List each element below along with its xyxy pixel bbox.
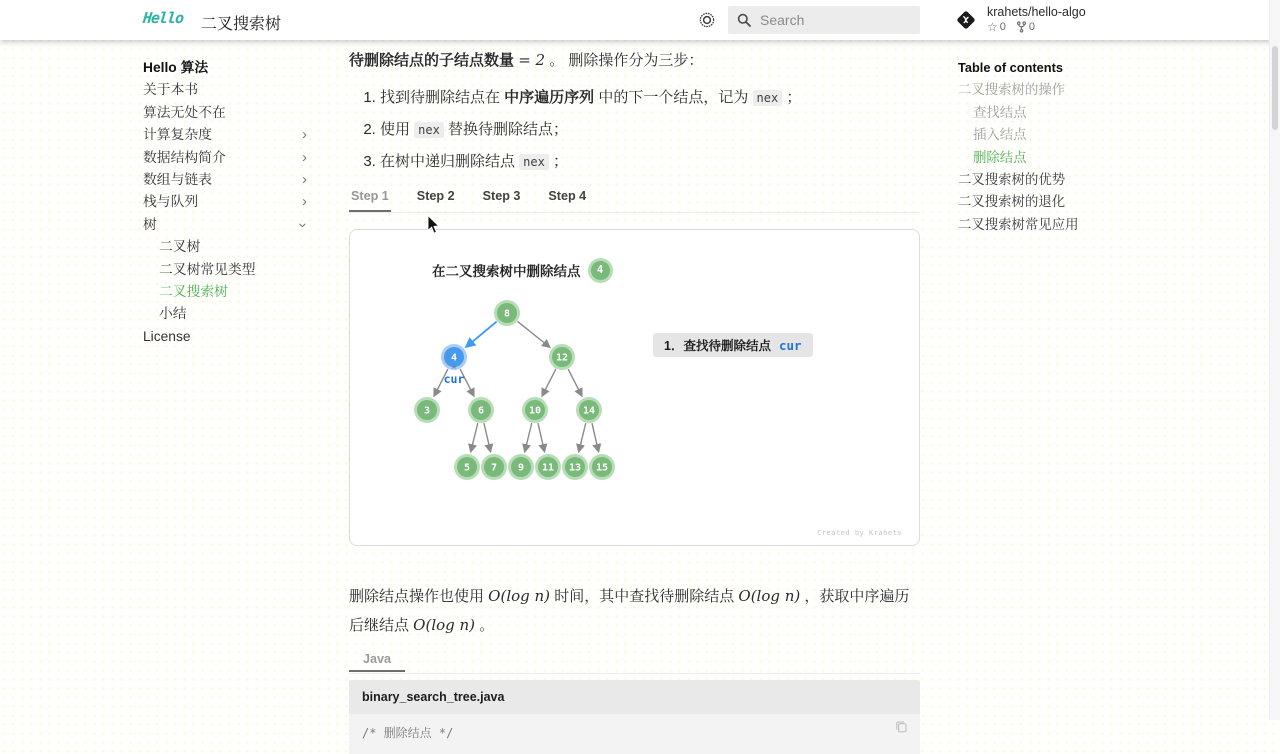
svg-text:9: 9 [517,462,525,474]
inline-code-nex: nex [519,154,549,170]
chevron-right-icon: › [302,170,307,188]
search-input[interactable] [760,12,900,28]
figure-title-node-badge: 4 [591,261,610,280]
chevron-right-icon: › [302,193,307,211]
top-header [0,0,1280,40]
tab-step-1[interactable]: Step 1 [349,183,391,212]
inline-code-nex: nex [753,90,783,106]
tab-step-2[interactable]: Step 2 [416,189,455,203]
cur-pointer-label: ^ cur [437,366,471,383]
svg-text:5: 5 [463,462,471,474]
table-of-contents [958,57,1128,236]
svg-text:10: 10 [528,405,542,417]
code-block [349,714,920,754]
toc-item-bst-advantages[interactable]: 二叉搜索树的优势 [958,171,1066,187]
tab-step-4[interactable]: Step 4 [548,189,587,203]
sidebar-item-complexity[interactable]: 计算复杂度 › [143,124,315,146]
svg-text:3: 3 [423,405,431,417]
watermark: Created by Krahets [817,529,902,537]
search-input-container[interactable] [728,6,920,34]
language-tabs [349,648,920,674]
article-content [349,48,920,754]
fork-icon [1016,21,1027,33]
repo-name: krahets/hello-algo [987,5,1086,19]
toc-item-search-node[interactable]: 查找结点 [973,104,1027,120]
code-comment-line: /* 删除结点 */ [362,726,454,740]
sidebar-item-bst-active[interactable]: 二叉搜索树 [159,283,228,299]
svg-text:13: 13 [568,462,582,474]
list-item: 3. 在树中递归删除结点 nex ； [380,151,920,173]
repo-forks: 0 [1016,21,1035,33]
inline-code-nex: nex [414,122,444,138]
repo-link[interactable] [955,5,1086,33]
svg-text:15: 15 [595,462,609,474]
star-icon: ☆ [987,19,998,34]
paragraph-delete-intro: 待删除结点的子结点数量 = 2 。 删除操作分为三步： [349,51,704,69]
sidebar-item-binary-tree[interactable]: 二叉树 [159,239,201,255]
scrollbar-thumb[interactable] [1272,46,1278,130]
toc-item-delete-node-active[interactable]: 删除结点 [973,149,1027,165]
caret-up-icon: ^ [451,365,457,374]
sidebar-item-binary-tree-types[interactable]: 二叉树常见类型 [159,261,256,277]
toc-item-bst-degradation[interactable]: 二叉搜索树的退化 [958,194,1066,210]
paragraph-complexity: 删除结点操作也使用 O(log n) 时间，其中查找待删除结点 O(log n) ，获取中序遍历后继结点 O(log n) 。 [349,587,910,634]
svg-text:4: 4 [450,352,458,364]
hello-algo-repo-icon [955,9,977,31]
sidebar-item-summary[interactable]: 小结 [159,306,187,322]
sidebar-item-tree[interactable]: 树 › [143,216,312,232]
tab-step-3[interactable]: Step 3 [482,189,521,203]
code-filename-header: binary_search_tree.java [349,680,920,714]
sidebar-nav [143,57,315,348]
chevron-right-icon: › [302,126,307,144]
svg-text:8: 8 [503,308,511,320]
list-item: 2. 使用 nex 替换待删除结点； [380,119,920,141]
svg-text:6: 6 [477,405,485,417]
sidebar-item-array-linkedlist[interactable]: 数组与链表 › [143,169,315,191]
sidebar-item-about[interactable]: 关于本书 [143,82,199,98]
sidebar-item-algos-everywhere[interactable]: 算法无处不在 [143,104,226,120]
toc-title: Table of contents [958,60,1063,75]
svg-text:11: 11 [541,462,555,474]
page-title: 二叉搜索树 [201,16,282,33]
sidebar-item-hello-algo[interactable]: Hello 算法 [143,60,209,75]
svg-text:12: 12 [555,352,569,364]
toc-item-insert-node[interactable]: 插入结点 [973,127,1027,143]
figure-step-caption: 1．查找待删除结点 cur [653,333,813,357]
copy-code-icon[interactable] [895,720,908,736]
sidebar-item-stack-queue[interactable]: 栈与队列 › [143,191,315,213]
page-scrollbar[interactable] [1269,0,1280,720]
chevron-right-icon: › [302,148,307,166]
figure-title: 在二叉搜索树中删除结点 4 [432,260,610,280]
toc-item-bst-operations[interactable]: 二叉搜索树的操作 [958,82,1066,98]
sidebar-item-data-structures[interactable]: 数据结构简介 › [143,147,315,169]
bst-delete-figure [349,229,920,546]
svg-text:7: 7 [490,462,498,474]
step-tabs [349,183,920,213]
binary-search-tree-diagram [350,230,921,547]
toc-item-bst-applications[interactable]: 二叉搜索树常见应用 [958,216,1079,232]
search-icon [737,13,751,27]
hello-algo-logo[interactable]: Hello [142,9,185,27]
sidebar-item-license[interactable]: License [143,328,191,344]
delete-steps-list [349,87,920,173]
repo-stars: ☆ 0 [987,19,1006,34]
repo-stats [987,21,1086,33]
tab-java[interactable]: Java [349,648,405,672]
theme-toggle-sun-icon[interactable] [698,11,716,29]
svg-text:14: 14 [582,405,596,417]
list-item: 1. 找到待删除结点在 中序遍历序列 中的下一个结点，记为 nex ； [380,87,920,109]
chevron-down-icon: › [294,222,312,228]
